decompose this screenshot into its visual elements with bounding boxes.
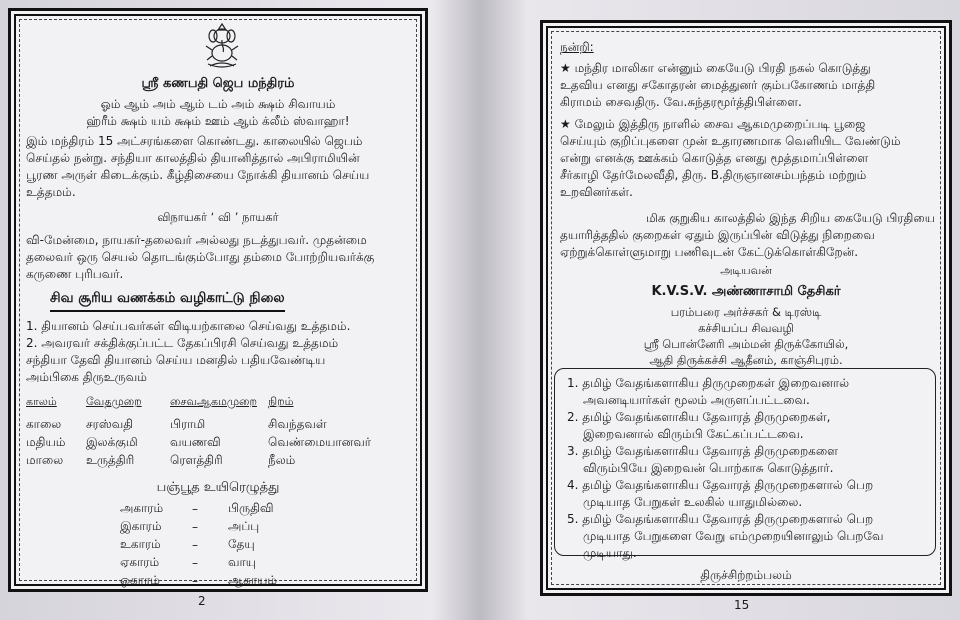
text-line bbox=[567, 511, 927, 528]
text-span: தமிழ் வேதங்களாகிய தேவாரத் திருமுறைகள், bbox=[582, 410, 831, 424]
mantra-description bbox=[26, 133, 416, 201]
table-cell: ஆகாயம் bbox=[228, 573, 278, 587]
text-line: பூரண அருள் கிடைக்கும். கீழ்திசையை நோக்கி தியானம் செய்ய bbox=[26, 168, 370, 182]
deities-table bbox=[26, 394, 406, 470]
text-line: முடியாது. bbox=[583, 546, 637, 560]
item-number: 2. bbox=[567, 410, 579, 424]
table-row bbox=[26, 416, 406, 434]
text-span: தமிழ் வேதங்களாகிய தேவாரத் திருமுறைகளால் பெற bbox=[582, 512, 874, 526]
teachings-box bbox=[554, 368, 936, 560]
star-icon: ★ bbox=[560, 117, 571, 131]
page-number-left: 2 bbox=[198, 594, 206, 608]
text-line: வி-மேன்மை, நாயகர்-தலைவர் அல்லது நடத்துபவர். முதன்மை bbox=[26, 233, 367, 247]
text-line: தயாரித்ததில் குறைகள் ஏதும் இருப்பின் விடுத்து நிறைவை bbox=[560, 228, 875, 242]
ganesha-icon bbox=[202, 20, 242, 70]
text-line: முடியாத பேறுகள் உலகில் யாதுமில்லை. bbox=[583, 495, 803, 509]
section-list bbox=[26, 318, 418, 386]
page-number-right: 15 bbox=[734, 598, 750, 612]
teachings-list bbox=[567, 375, 927, 562]
table-cell: அகாரம் bbox=[120, 501, 164, 515]
text-line bbox=[560, 116, 940, 133]
thanks-paragraph-2 bbox=[560, 116, 940, 201]
text-span: தமிழ் வேதங்களாகிய திருமுறைகள் இறைவனால் bbox=[582, 376, 850, 390]
signoff-name: K.V.S.V. அண்ணாசாமி தேசிகர் bbox=[651, 284, 841, 299]
text-line bbox=[567, 409, 927, 426]
text-line: என்று எனக்கு ஊக்கம் கொடுத்த எனது மூத்தமாப்பிள்ளை bbox=[560, 151, 869, 165]
text-line: ஆதி திருக்கச்சி ஆதீனம், காஞ்சிபுரம். bbox=[649, 353, 843, 367]
table-cell: – bbox=[192, 502, 198, 516]
list-item bbox=[567, 409, 927, 443]
item-number: 3. bbox=[567, 444, 579, 458]
table-cell: வாயு bbox=[228, 555, 257, 569]
table-cell: பிராமி bbox=[170, 417, 206, 431]
signoff-details bbox=[548, 304, 944, 368]
closing-text: திருச்சிற்றம்பலம் bbox=[700, 568, 792, 582]
text-line: பரம்பரை அர்ச்சகர் & டிரஸ்டி bbox=[670, 305, 822, 319]
list-item bbox=[567, 443, 927, 477]
table-cell: வெண்மையானவர் bbox=[268, 435, 372, 449]
list-item bbox=[567, 375, 927, 409]
text-line: உத்தமம். bbox=[26, 185, 76, 199]
item-number: 1. bbox=[567, 376, 579, 390]
thanks-paragraph-3 bbox=[560, 210, 940, 261]
table-cell: இகாரம் bbox=[120, 519, 162, 533]
list-item bbox=[567, 477, 927, 511]
text-line: செய்தல் நன்று. சந்தியா காலத்தில் தியானித்தால் அபிராமியின் bbox=[26, 151, 360, 165]
table-row bbox=[120, 536, 320, 554]
table-row bbox=[120, 500, 320, 518]
text-line: ஏற்றுக்கொள்ளுமாறு பணிவுடன் கேட்டுக்கொள்கிறேன். bbox=[560, 245, 859, 259]
table-cell: ரௌத்திரி bbox=[170, 453, 223, 467]
left-page-frame bbox=[14, 14, 422, 586]
text-line: கச்சியப்ப சிவவழி bbox=[698, 321, 794, 335]
right-page-frame bbox=[546, 26, 946, 590]
thanks-heading: நன்றி: bbox=[560, 40, 594, 54]
table-cell: நீலம் bbox=[268, 453, 296, 467]
star-icon: ★ bbox=[560, 61, 571, 75]
table-row bbox=[26, 452, 406, 470]
table-row bbox=[26, 434, 406, 452]
table-cell: ஏகாரம் bbox=[120, 555, 160, 569]
table-cell: சிவந்தவள் bbox=[268, 417, 327, 431]
elements-table bbox=[120, 500, 320, 590]
item-number: 5. bbox=[567, 512, 579, 526]
text-span: தமிழ் வேதங்களாகிய தேவாரத் திருமுறைகளை bbox=[582, 444, 839, 458]
table-cell: தேயு bbox=[228, 537, 255, 551]
text-line: அவனடியார்கள் மூலம் அருளப்பட்டவை. bbox=[583, 393, 810, 407]
text-line: இறைவனால் விரும்பி கேட்கப்பட்டவை. bbox=[583, 427, 804, 441]
section-title: சிவ சூரிய வணக்கம் வழிகாட்டு நிலை bbox=[50, 290, 285, 312]
list-item bbox=[567, 511, 927, 562]
column-header: சைவஆகமமுறை bbox=[170, 395, 257, 408]
text-line bbox=[560, 60, 940, 77]
list-item: 1. தியானம் செய்பவர்கள் விடியற்காலை செய்வது உத்தமம். bbox=[26, 319, 351, 333]
text-line: மிக குறுகிய காலத்தில் இந்த சிறிய கையேடு பிரதியை bbox=[646, 211, 936, 225]
table-cell: உருத்திரி bbox=[86, 453, 135, 467]
text-span: மந்திர மாலிகா என்னும் கையேடு பிரதி நகல் கொடுத்து bbox=[574, 61, 871, 75]
table-cell: இலக்குமி bbox=[86, 435, 138, 449]
vinayakar-heading: விநாயகர் ‘ வி ’ நாயகர் bbox=[157, 210, 279, 224]
thanks-paragraph-1 bbox=[560, 60, 940, 111]
table-row bbox=[120, 572, 320, 590]
mantra-line-2: ஹ்ரீம் க்ஷம் யம் க்ஷம் ஊம் ஆம் க்லீம் ஸ்வாஹா! bbox=[86, 114, 350, 128]
list-item: 2. அவரவர் சக்திக்குப்பட்ட தேகப்பிரசி செய்வது உத்தமம் bbox=[26, 336, 339, 350]
table-cell: அப்பு bbox=[228, 519, 260, 533]
right-page bbox=[480, 0, 960, 620]
text-line bbox=[567, 375, 927, 392]
table-row bbox=[120, 554, 320, 572]
table-cell: – bbox=[192, 574, 198, 588]
mantra-title: ஸ்ரீ கணபதி ஜெப மந்திரம் bbox=[141, 76, 295, 91]
table-cell: வயணவி bbox=[170, 435, 221, 449]
text-span: மேலும் இத்திரு நாளில் சைவ ஆகமமுறைப்படி பூஜை bbox=[574, 117, 866, 131]
text-line: செய்யும் குறிப்புகளை முன் உதாரணமாக வெளியிட வேண்டும் bbox=[560, 134, 901, 148]
item-number: 4. bbox=[567, 478, 579, 492]
text-line: சந்தியா தேவி தியானம் செய்ய மனதில் பதியவேண்டிய bbox=[26, 353, 326, 367]
text-line: முடியாத பேறுகளை வேறு எம்முறையினாலும் பெறவே bbox=[583, 529, 884, 543]
column-header: காலம் bbox=[26, 395, 57, 408]
text-line: தலைவர் ஒரு செயல் தொடங்கும்போது தம்மை போற்றியவர்க்கு bbox=[26, 250, 375, 264]
table-cell: – bbox=[192, 556, 198, 570]
text-span: தமிழ் வேதங்களாகிய தேவாரத் திருமுறைகளால் பெற bbox=[582, 478, 874, 492]
column-header: வேதமுறை bbox=[86, 395, 142, 408]
text-line bbox=[567, 477, 927, 494]
table-cell: – bbox=[192, 520, 198, 534]
table-cell: மதியம் bbox=[26, 435, 66, 449]
text-line: ஸ்ரீ பொன்னேரி அம்மன் திருக்கோயில், bbox=[643, 337, 849, 351]
text-line: உதவிய எனது சகோதரன் மைத்துனர் கும்பகோணம் மாத்தி bbox=[560, 78, 876, 92]
table-row bbox=[120, 518, 320, 536]
table-header-row bbox=[26, 394, 406, 416]
table-cell: பிருதிவி bbox=[228, 501, 274, 515]
text-line: இம் மந்திரம் 15 அட்சரங்களை கொண்டது. காலையில் ஜெபம் bbox=[26, 134, 363, 148]
elements-title: பஞ்பூத உயிரெழுத்து bbox=[156, 480, 280, 495]
table-cell: – bbox=[192, 538, 198, 552]
table-cell: உகாரம் bbox=[120, 537, 161, 551]
mantra-line-1: ஓம் ஆம் அம் ஆம் டம் அம் க்ஷம் சிவாயம் bbox=[100, 97, 336, 111]
table-cell: சரஸ்வதி bbox=[86, 417, 134, 431]
signoff-label: அடியவன் bbox=[720, 264, 772, 277]
text-line: சீர்காழி தேர்மேலவீதி, திரு. B.திருஞானசம்பந்தம் மற்றும் bbox=[560, 168, 867, 182]
table-cell: ஒகாரம் bbox=[120, 573, 160, 587]
text-line: விரும்பியே இறைவன் பொற்காசு கொடுத்தார். bbox=[583, 461, 834, 475]
column-header: நிறம் bbox=[268, 395, 294, 408]
text-line: உறவினர்கள். bbox=[560, 185, 633, 199]
table-cell: மாலை bbox=[26, 453, 64, 467]
table-cell: காலை bbox=[26, 417, 62, 431]
vinayakar-description bbox=[26, 232, 416, 283]
text-line: கிராமம் சைவதிரு. வே.சுந்தரமூர்த்திபிள்ளை. bbox=[560, 95, 802, 109]
text-line: கருணை புரிபவர். bbox=[26, 267, 124, 281]
text-line: அம்பிகை திருஉருவம் bbox=[26, 370, 147, 384]
text-line bbox=[567, 443, 927, 460]
